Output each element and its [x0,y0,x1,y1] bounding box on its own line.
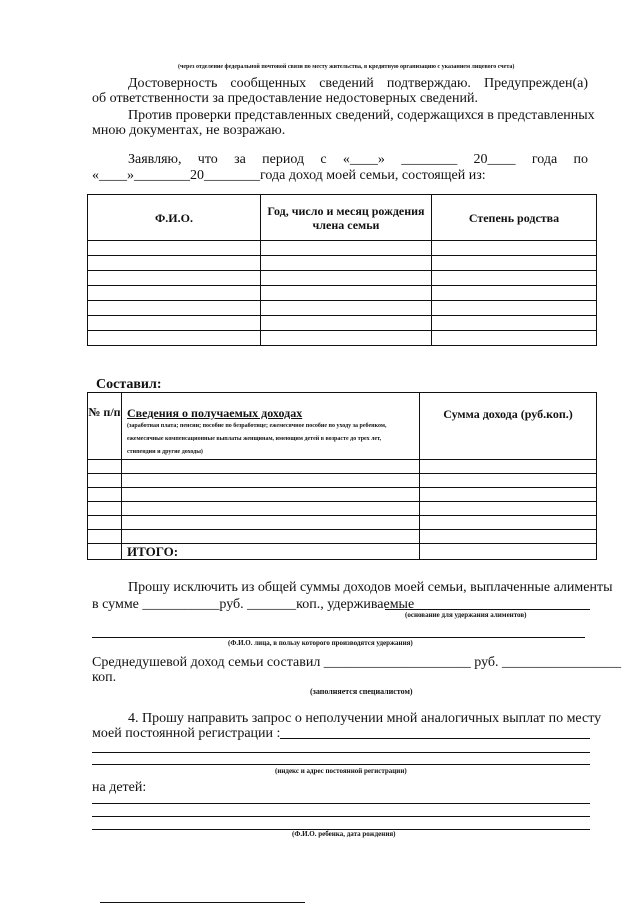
table-row [88,502,597,516]
request-line-2: моей постоянной регистрации : [92,726,281,741]
alimony-line-1: Прошу исключить из общей суммы доходов моей семьи, выплаченные алименты [128,580,613,595]
confirm-line-1: Достоверность сообщенных сведений подтверждаю. Предупрежден(а) [128,76,588,91]
family-col-dob: Год, число и месяц рождения члена семьи [261,195,432,241]
table-row [88,286,597,301]
address-line-3[interactable] [92,764,590,765]
children-label: на детей: [92,780,147,795]
check-line-1: Против проверки представленных сведений, содержащихся в представленных [128,108,595,123]
request-line-1: 4. Прошу направить запрос о неполучении мной аналогичных выплат по месту [128,711,602,726]
table-row [88,301,597,316]
child-line-1[interactable] [92,803,590,804]
declare-line-2: «____»________20________года доход моей семьи, состоящей из: [92,168,486,183]
confirm-line-2: об ответственности за предоставление недостоверных сведений. [92,91,478,106]
address-line-1[interactable] [280,738,590,739]
avg-income-line-2: коп. [92,670,117,685]
avg-income-line-1: Среднедушевой доход семьи составил _____________________ руб. _________________ [92,655,622,670]
child-line-2[interactable] [92,816,590,817]
address-caption: (индекс и адрес постоянной регистрации) [275,767,407,775]
table-row [88,530,597,544]
income-col-sum: Сумма дохода (руб.коп.) [420,393,597,460]
table-row [88,256,597,271]
composed-label: Составил: [96,377,162,392]
income-col-title: Сведения о получаемых доходах [127,406,303,420]
table-row [88,271,597,286]
family-table [87,194,597,346]
income-col-note: (заработная плата; пенсии; пособие по безработице; ежемесячное пособие по уходу за ребенком, ежемесячные компенсационные выплаты женщинам, имеющим детей в возрасте до трех лет, стипендии и другие доходы) [127,423,387,455]
specialist-caption: (заполняется специалистом) [310,687,413,696]
alimony-person-caption: (Ф.И.О. лица, в пользу которого производятся удержания) [228,639,413,647]
table-row [88,316,597,331]
income-col-income [122,393,420,460]
income-col-num: № п/п [88,393,122,460]
family-col-relation: Степень родства [432,195,597,241]
table-row [88,474,597,488]
header-note: (через отделение федеральной почтовой связи по месту жительства, в кредитную организацию с указанием лицевого счета) [178,64,515,70]
table-row [88,488,597,502]
table-row [88,460,597,474]
alimony-basis-caption: (основание для удержания алиментов) [405,611,527,619]
income-table [87,392,597,560]
alimony-line-2: в сумме ___________руб. _______коп., удерживаемые [92,597,415,612]
child-caption: (Ф.И.О. ребенка, дата рождения) [292,830,396,838]
total-label: ИТОГО: [122,544,420,560]
alimony-basis-line[interactable] [385,609,590,610]
declare-line-1: Заявляю, что за период с «____» ________ 20____ года по [128,152,588,167]
total-row [88,544,597,560]
alimony-person-line[interactable] [92,637,585,638]
table-row [88,241,597,256]
table-row [88,516,597,530]
check-line-2: мною документах, не возражаю. [92,123,286,138]
table-row [88,331,597,346]
signature-line[interactable] [100,902,305,903]
address-line-2[interactable] [92,752,590,753]
family-col-name: Ф.И.О. [88,195,261,241]
